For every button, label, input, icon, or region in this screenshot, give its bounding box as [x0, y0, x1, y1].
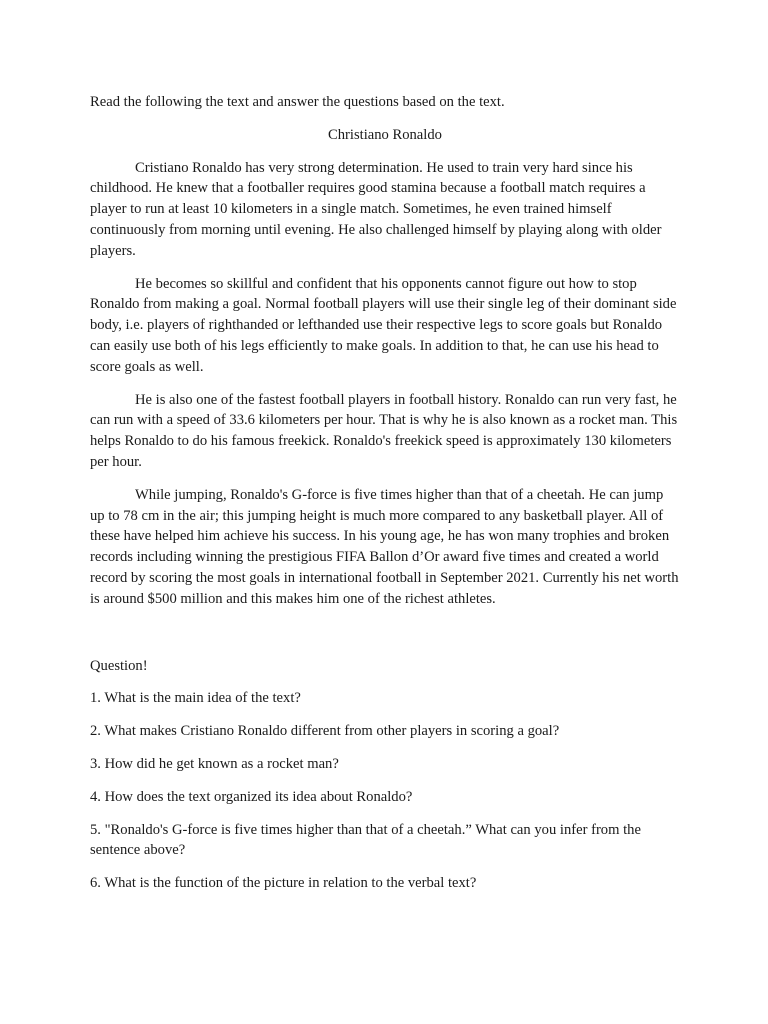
document-title: Christiano Ronaldo [328, 126, 442, 143]
question-item: 1. What is the main idea of the text? [90, 690, 301, 707]
paragraph-1: Cristiano Ronaldo has very strong determination. He used to train very hard since his childhood. He knew that a footballer requires good stamina because a football match requires a player to run at least 10 kilometers in a single match. Sometimes, he even trained himself continuously from morning until evening. He also challenged himself by playing along with older players. [90, 159, 662, 259]
question-item: 4. How does the text organized its idea about Ronaldo? [90, 788, 413, 805]
instruction-text: Read the following the text and answer the questions based on the text. [90, 94, 505, 110]
question-item: 3. How did he get known as a rocket man? [90, 755, 339, 772]
paragraph-3: He is also one of the fastest football players in football history. Ronaldo can run very fast, he can run with a speed of 33.6 kilometers per hour. That is why he is also known as a rocket man. This helps Ronaldo to do his famous freekick. Ronaldo's freekick speed is approximately 130 kilometers per hour. [90, 391, 678, 470]
questions-heading: Question! [90, 657, 148, 674]
question-item: 6. What is the function of the picture in relation to the verbal text? [90, 875, 477, 892]
question-item: 2. What makes Cristiano Ronaldo different from other players in scoring a goal? [90, 723, 560, 740]
paragraph-4: While jumping, Ronaldo's G-force is five times higher than that of a cheetah. He can jump up to 78 cm in the air; this jumping height is much more compared to any basketball player. All of these have helped him achieve his success. In his young age, he has won many trophies and broken records including winning the prestigious FIFA Ballon d’Or award five times and created a world record by scoring the most goals in international football in September 2021. Currently his net worth is around $500 million and this makes him one of the richest athletes. [90, 486, 679, 607]
questions-section [90, 656, 680, 894]
question-item: 5. "Ronaldo's G-force is five times higher than that of a cheetah.” What can you infer from the sentence above? [90, 821, 641, 859]
document-body [90, 92, 680, 906]
paragraph-2: He becomes so skillful and confident that his opponents cannot figure out how to stop Ronaldo from making a goal. Normal football players will use their single leg of their dominant side body, i.e. players of righthanded or lefthanded use their respective legs to score goals but Ronaldo can easily use both of his legs efficiently to make goals. In addition to that, he can use his head to score goals as well. [90, 275, 677, 375]
